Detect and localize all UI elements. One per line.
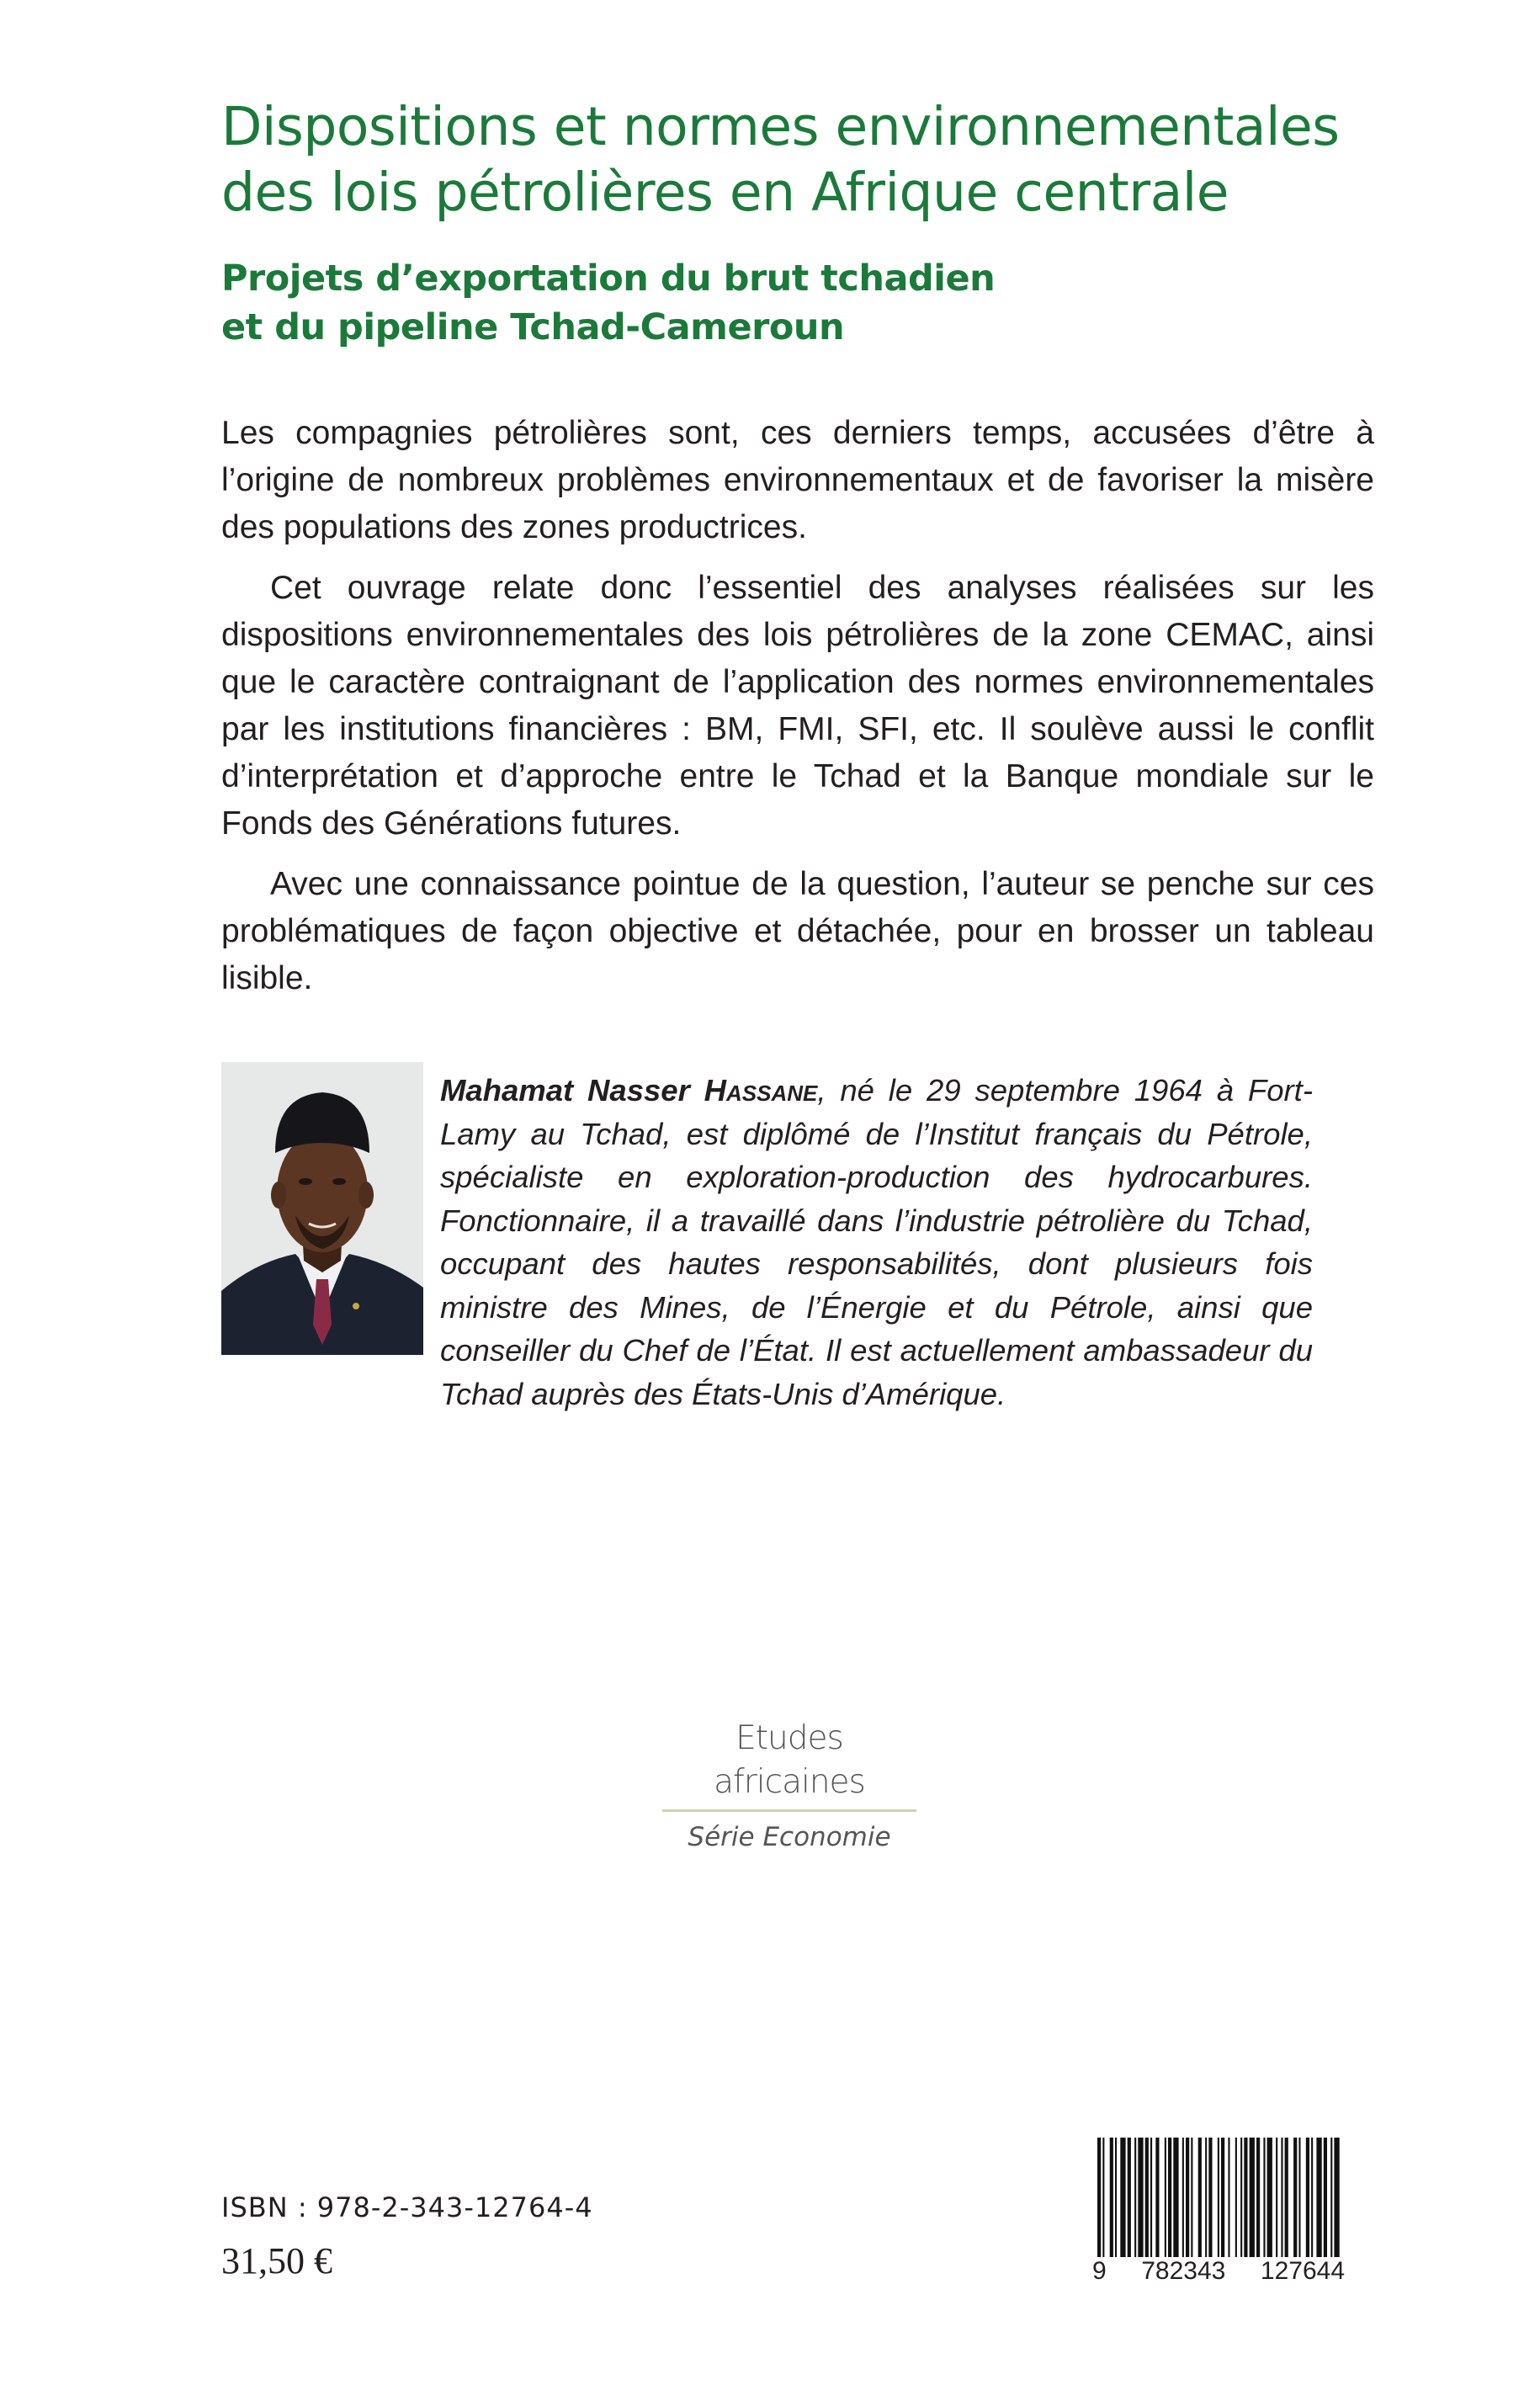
barcode-bar <box>1128 2138 1131 2257</box>
barcode-bar <box>1205 2138 1207 2257</box>
barcode-bar <box>1228 2138 1229 2257</box>
barcode-bar <box>1186 2138 1189 2257</box>
barcode-bar <box>1311 2138 1313 2257</box>
barcode-bar <box>1330 2138 1332 2257</box>
back-cover-blurb <box>221 410 1374 1016</box>
barcode-bar <box>1218 2138 1219 2257</box>
author-surname: Hassane <box>704 1073 818 1108</box>
barcode-bar <box>1134 2138 1136 2257</box>
barcode-digit-group-1: 9 <box>1092 2257 1107 2285</box>
book-subtitle <box>221 254 1399 352</box>
barcode-bar <box>1263 2138 1265 2257</box>
barcode-bar <box>1298 2138 1300 2257</box>
barcode-bar <box>1150 2138 1152 2257</box>
barcode-bar <box>1285 2138 1288 2257</box>
barcode <box>1092 2138 1345 2287</box>
author-bio-text: , né le 29 septembre 1964 à Fort-Lamy au Tchad, est diplômé de l’Institut français du Pétrole, spécialiste en exploration-production des hydrocarbures. Fonctionnaire, il a travaillé dans l’industrie pétrolière du Tchad, occupant des hautes responsabilités, dont plusieurs fois ministre des Mines, de l’Énergie et du Pétrole, ainsi que conseiller du Chef de l’État. Il est actuellement ambassadeur du Tchad auprès des États-Unis d’Amérique. <box>440 1073 1313 1411</box>
barcode-bar <box>1316 2138 1321 2257</box>
barcode-bar <box>1102 2138 1104 2257</box>
blurb-paragraph-3: Avec une connaissance pointue de la question, l’auteur se penche sur ces problématiques de façon objective et détachée, pour en brosser un tableau lisible. <box>221 866 1374 996</box>
barcode-bar <box>1097 2138 1101 2257</box>
blurb-paragraph-1: Les compagnies pétrolières sont, ces derniers temps, accusées d’être à l’origine de nombreux problèmes environnementaux et de favoriser la misère des populations des zones productrices. <box>221 415 1374 545</box>
barcode-bar <box>1191 2138 1192 2257</box>
barcode-bar <box>1221 2138 1224 2257</box>
barcode-bar <box>1198 2138 1202 2257</box>
barcode-bar <box>1235 2138 1237 2257</box>
book-subtitle-line-1: Projets d’exportation du brut tchadien <box>221 258 996 300</box>
barcode-bar <box>1276 2138 1277 2257</box>
barcode-bar <box>1240 2138 1242 2257</box>
barcode-bars <box>1092 2138 1345 2257</box>
barcode-bar <box>1173 2138 1178 2257</box>
book-title <box>221 94 1399 226</box>
barcode-bar <box>1281 2138 1282 2257</box>
barcode-bar <box>1250 2138 1255 2257</box>
barcode-bar <box>1306 2138 1309 2257</box>
barcode-bar <box>1168 2138 1171 2257</box>
book-subtitle-line-2: et du pipeline Tchad-Cameroun <box>221 306 845 348</box>
isbn: ISBN : 978-2-343-12764-4 <box>221 2191 593 2223</box>
price: 31,50 € <box>221 2240 332 2281</box>
barcode-bar <box>1182 2138 1184 2257</box>
barcode-digits <box>1092 2257 1345 2286</box>
barcode-bar <box>1324 2138 1327 2257</box>
book-title-line-2: des lois pétrolières en Afrique centrale <box>221 162 1229 223</box>
barcode-bar <box>1145 2138 1149 2257</box>
barcode-bar <box>1267 2138 1272 2257</box>
barcode-bar <box>1334 2138 1339 2257</box>
series-divider <box>662 1809 916 1812</box>
series-name: Etudes africaines <box>714 1719 865 1801</box>
barcode-bar <box>1293 2138 1297 2257</box>
series-subseries: Série Economie <box>688 1822 891 1852</box>
series-logo <box>659 1717 920 1854</box>
barcode-bar <box>1256 2138 1260 2257</box>
barcode-bar <box>1155 2138 1159 2257</box>
book-title-line-1: Dispositions et normes environnementales <box>221 96 1340 157</box>
author-first-names: Mahamat Nasser <box>440 1073 690 1108</box>
barcode-bar <box>1138 2138 1143 2257</box>
barcode-bar <box>1115 2138 1117 2257</box>
barcode-digit-group-3: 127644 <box>1260 2257 1345 2285</box>
author-photo <box>221 1062 423 1355</box>
barcode-bar <box>1120 2138 1125 2257</box>
author-bio <box>440 1069 1313 1416</box>
barcode-bar <box>1165 2138 1166 2257</box>
barcode-bar <box>1208 2138 1212 2257</box>
barcode-digit-group-2: 782343 <box>1141 2257 1226 2285</box>
barcode-bar <box>1110 2138 1113 2257</box>
barcode-bar <box>1244 2138 1247 2257</box>
blurb-paragraph-2: Cet ouvrage relate donc l’essentiel des analyses réalisées sur les dispositions environnementales des lois pétrolières de la zone CEMAC, ainsi que le caractère contraignant de l’application des normes environnementales par les institutions financières : BM, FMI, SFI, etc. Il soulève aussi le conflit d’interprétation et d’approche entre le Tchad et la Banque mondiale sur le Fonds des Générations futures. <box>221 570 1374 842</box>
